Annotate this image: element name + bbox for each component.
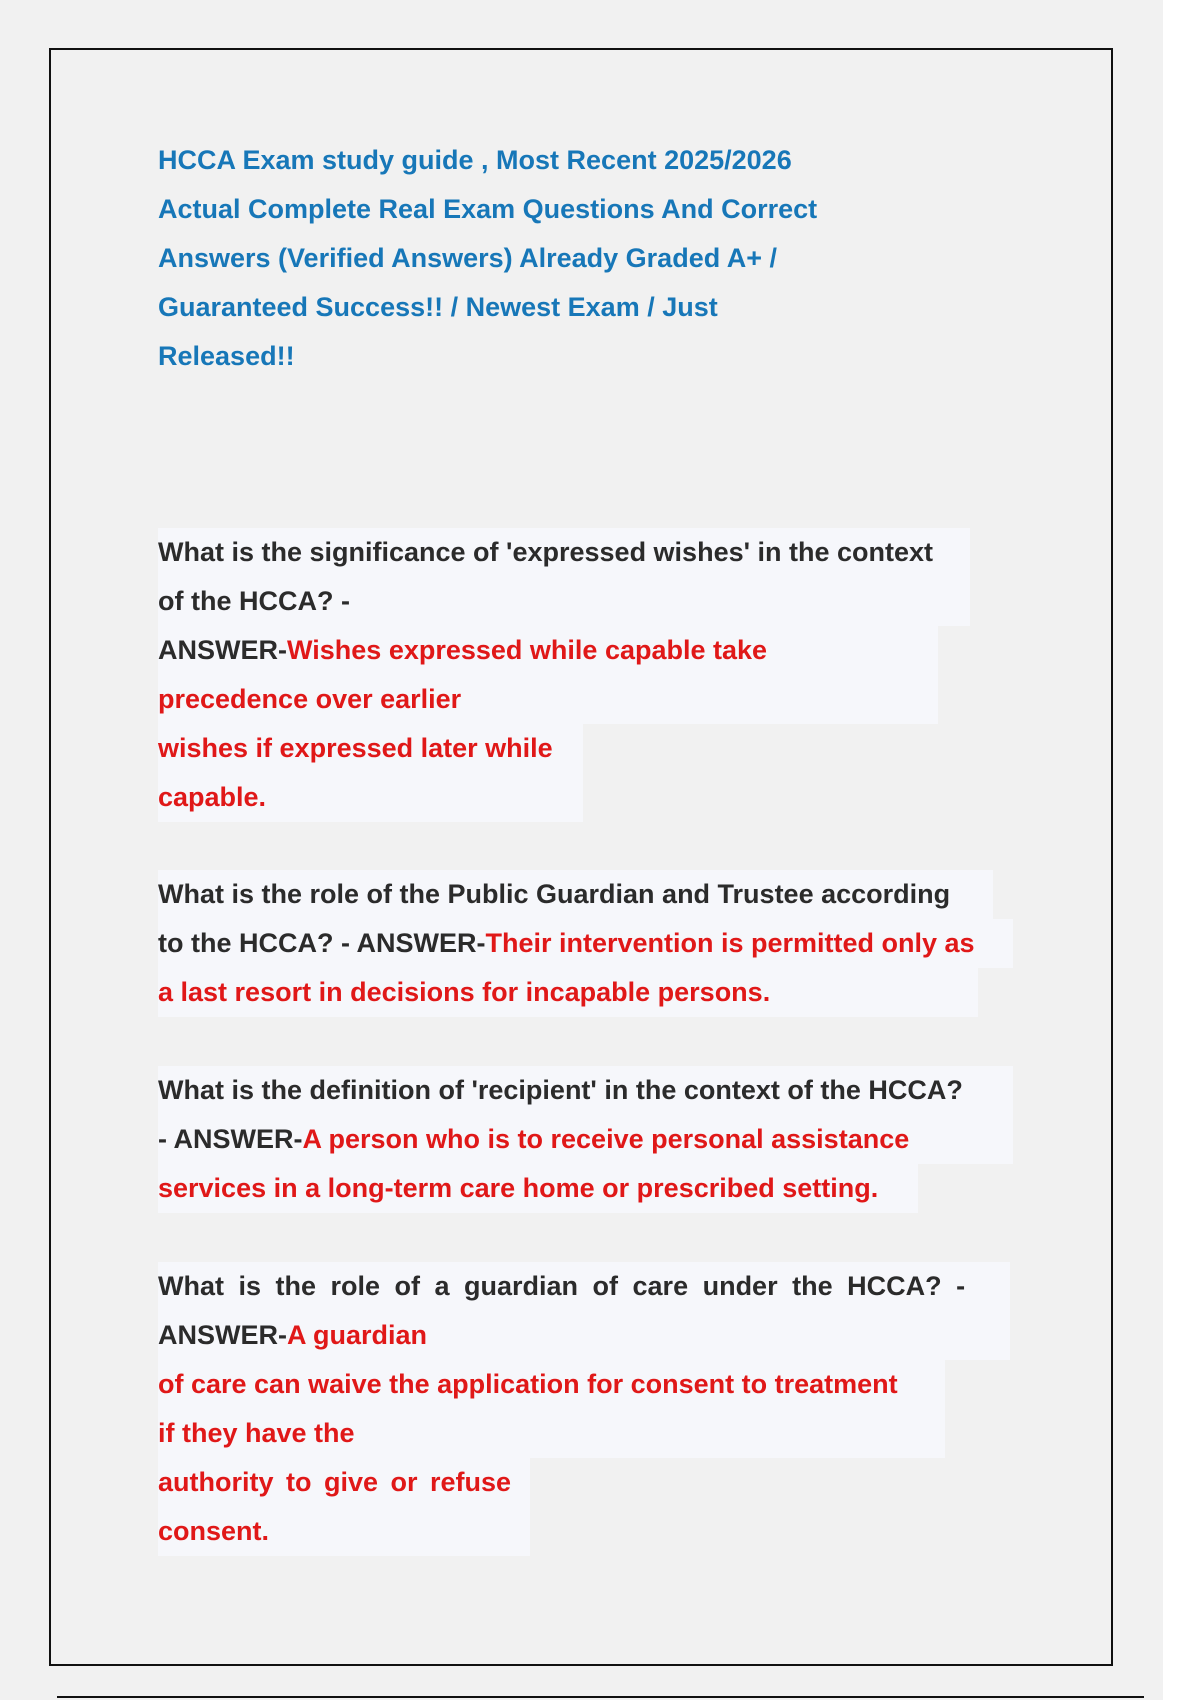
answer-text: if they have the [158, 1409, 945, 1458]
answer-text: authority to give or refuse [158, 1458, 530, 1507]
answer-text: A guardian [287, 1320, 428, 1350]
answer-label: ANSWER- [173, 1124, 303, 1154]
answer-label: ANSWER- [356, 928, 486, 958]
question-text: What is the role of a guardian of care under the HCCA? - [158, 1262, 1010, 1311]
answer-text: capable. [158, 773, 583, 822]
question-text: What is the definition of 'recipient' in the context of the HCCA? [158, 1066, 1013, 1115]
document-title [158, 136, 878, 381]
page-margin [1163, 0, 1200, 1700]
answer-line [158, 1115, 1013, 1164]
title-line: Answers (Verified Answers) Already Graded A+ / [158, 243, 777, 273]
qa-item-3 [158, 1066, 1013, 1213]
answer-text: wishes if expressed later while [158, 724, 583, 773]
title-line: Guaranteed Success!! / Newest Exam / Just [158, 292, 718, 322]
answer-word: expressed [388, 635, 523, 665]
qa-item-4 [158, 1262, 1010, 1556]
answer-text: A person who is to receive personal assistance [302, 1124, 910, 1154]
answer-text: Their intervention is permitted only as [485, 928, 975, 958]
answer-word: take [713, 635, 768, 665]
answer-word: Wishes [287, 635, 382, 665]
title-line: Actual Complete Real Exam Questions And Correct [158, 194, 818, 224]
question-text: What is the significance of 'expressed wishes' in the context [158, 528, 970, 577]
answer-line [158, 626, 938, 675]
question-text: What is the role of the Public Guardian and Trustee according [158, 870, 993, 919]
title-line: HCCA Exam study guide , Most Recent 2025/2026 [158, 145, 792, 175]
bottom-rule [57, 1696, 1144, 1698]
title-line: Released!! [158, 341, 295, 371]
answer-text: a last resort in decisions for incapable persons. [158, 968, 978, 1017]
answer-text: consent. [158, 1507, 530, 1556]
answer-line [158, 1311, 1010, 1360]
qa-item-2 [158, 870, 1013, 1017]
answer-word: capable [604, 635, 706, 665]
question-text: to the HCCA? - [158, 928, 357, 958]
answer-text: of care can waive the application for consent to treatment [158, 1360, 945, 1409]
answer-text: services in a long-term care home or prescribed setting. [158, 1164, 918, 1213]
question-text: - [158, 1124, 174, 1154]
answer-word: while [529, 635, 598, 665]
answer-label: ANSWER- [158, 1320, 287, 1350]
question-text: of the HCCA? - [158, 577, 970, 626]
answer-text: precedence over earlier [158, 675, 938, 724]
qa-item-1 [158, 528, 970, 822]
answer-label: ANSWER- [158, 635, 287, 665]
answer-line [158, 919, 1013, 968]
